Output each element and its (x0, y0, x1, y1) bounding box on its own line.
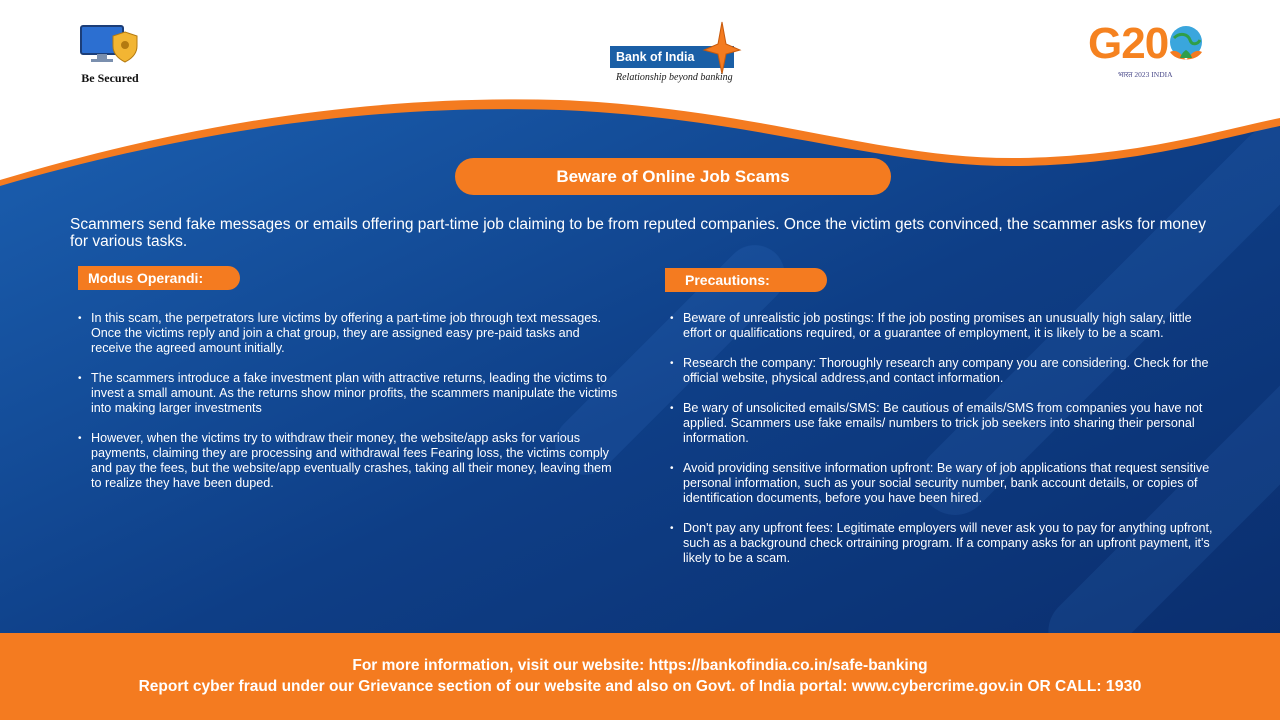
g20-mark: G20 (1088, 19, 1169, 68)
helpline-number[interactable]: 1930 (1105, 678, 1142, 695)
intro-paragraph: Scammers send fake messages or emails offering part-time job claiming to be from reputed companies. Once the victim gets convinced, the scammer asks for money for various tasks. (70, 216, 1207, 250)
g20-subtitle: भारत 2023 INDIA (1118, 70, 1173, 79)
precaution-item: • Beware of unrealistic job postings: If the job posting promises an unusually high salary, little effort or qualifications required, or a guarantee of employment, it is likely to be a scam. (670, 311, 1215, 341)
bank-name: Bank of India (610, 46, 734, 68)
bank-of-india-logo[interactable] (608, 20, 742, 92)
be-secured-label: Be Secured (81, 71, 139, 85)
modus-item: • However, when the victims try to withdraw their money, the website/app asks for various payments, claiming they are processing and withdrawal fees Fearing loss, the victims comply and pay the fees, but the website/app eventually crashes, taking all their money, leaving them to realize they have been duped. (78, 431, 623, 491)
shield-monitor-icon (79, 24, 141, 64)
footer-report-line (0, 676, 1280, 697)
footer-report-text: Report cyber fraud under our Grievance section of our website and also on Govt. of India portal: www.cybercrime.gov.in OR CALL: (138, 678, 1106, 695)
precaution-item: • Don't pay any upfront fees: Legitimate employers will never ask you to pay for anything upfront, such as a background check ortraining program. If a company asks for an upfront payment, it's likely to be a scam. (670, 521, 1215, 566)
footer-banner (0, 633, 1280, 720)
precautions-list (670, 311, 1215, 581)
modus-operandi-list (78, 311, 623, 506)
precautions-heading: Precautions: (665, 268, 827, 292)
be-secured-logo (70, 24, 150, 86)
precaution-item: • Be wary of unsolicited emails/SMS: Be cautious of emails/SMS from companies you have not applied. Scammers use fake emails/ numbers to trick job seekers into sharing their personal information. (670, 401, 1215, 446)
precaution-item: • Avoid providing sensitive information upfront: Be wary of job applications that request sensitive personal information, such as your social security number, bank account details, or copies of identification documents, before you have been hired. (670, 461, 1215, 506)
bank-tagline: Relationship beyond banking (616, 72, 733, 83)
precaution-item: • Research the company: Thoroughly research any company you are considering. Check for the official website, physical address,and contact information. (670, 356, 1215, 386)
g20-logo (1088, 18, 1218, 88)
lotus-globe-icon (1164, 22, 1208, 66)
modus-operandi-heading: Modus Operandi: (78, 266, 240, 290)
footer-website-line[interactable]: For more information, visit our website: https://bankofindia.co.in/safe-banking (352, 657, 928, 674)
star-icon (702, 20, 742, 76)
modus-item: • The scammers introduce a fake investment plan with attractive returns, leading the victims to invest a small amount. As the returns show minor profits, the scammers manipulate the victims into making larger investments (78, 371, 623, 416)
page-title: Beware of Online Job Scams (455, 158, 891, 195)
modus-item: • In this scam, the perpetrators lure victims by offering a part-time job through text messages. Once the victims reply and join a chat group, they are assigned easy pre-paid tasks and receive the agreed amount initially. (78, 311, 623, 356)
